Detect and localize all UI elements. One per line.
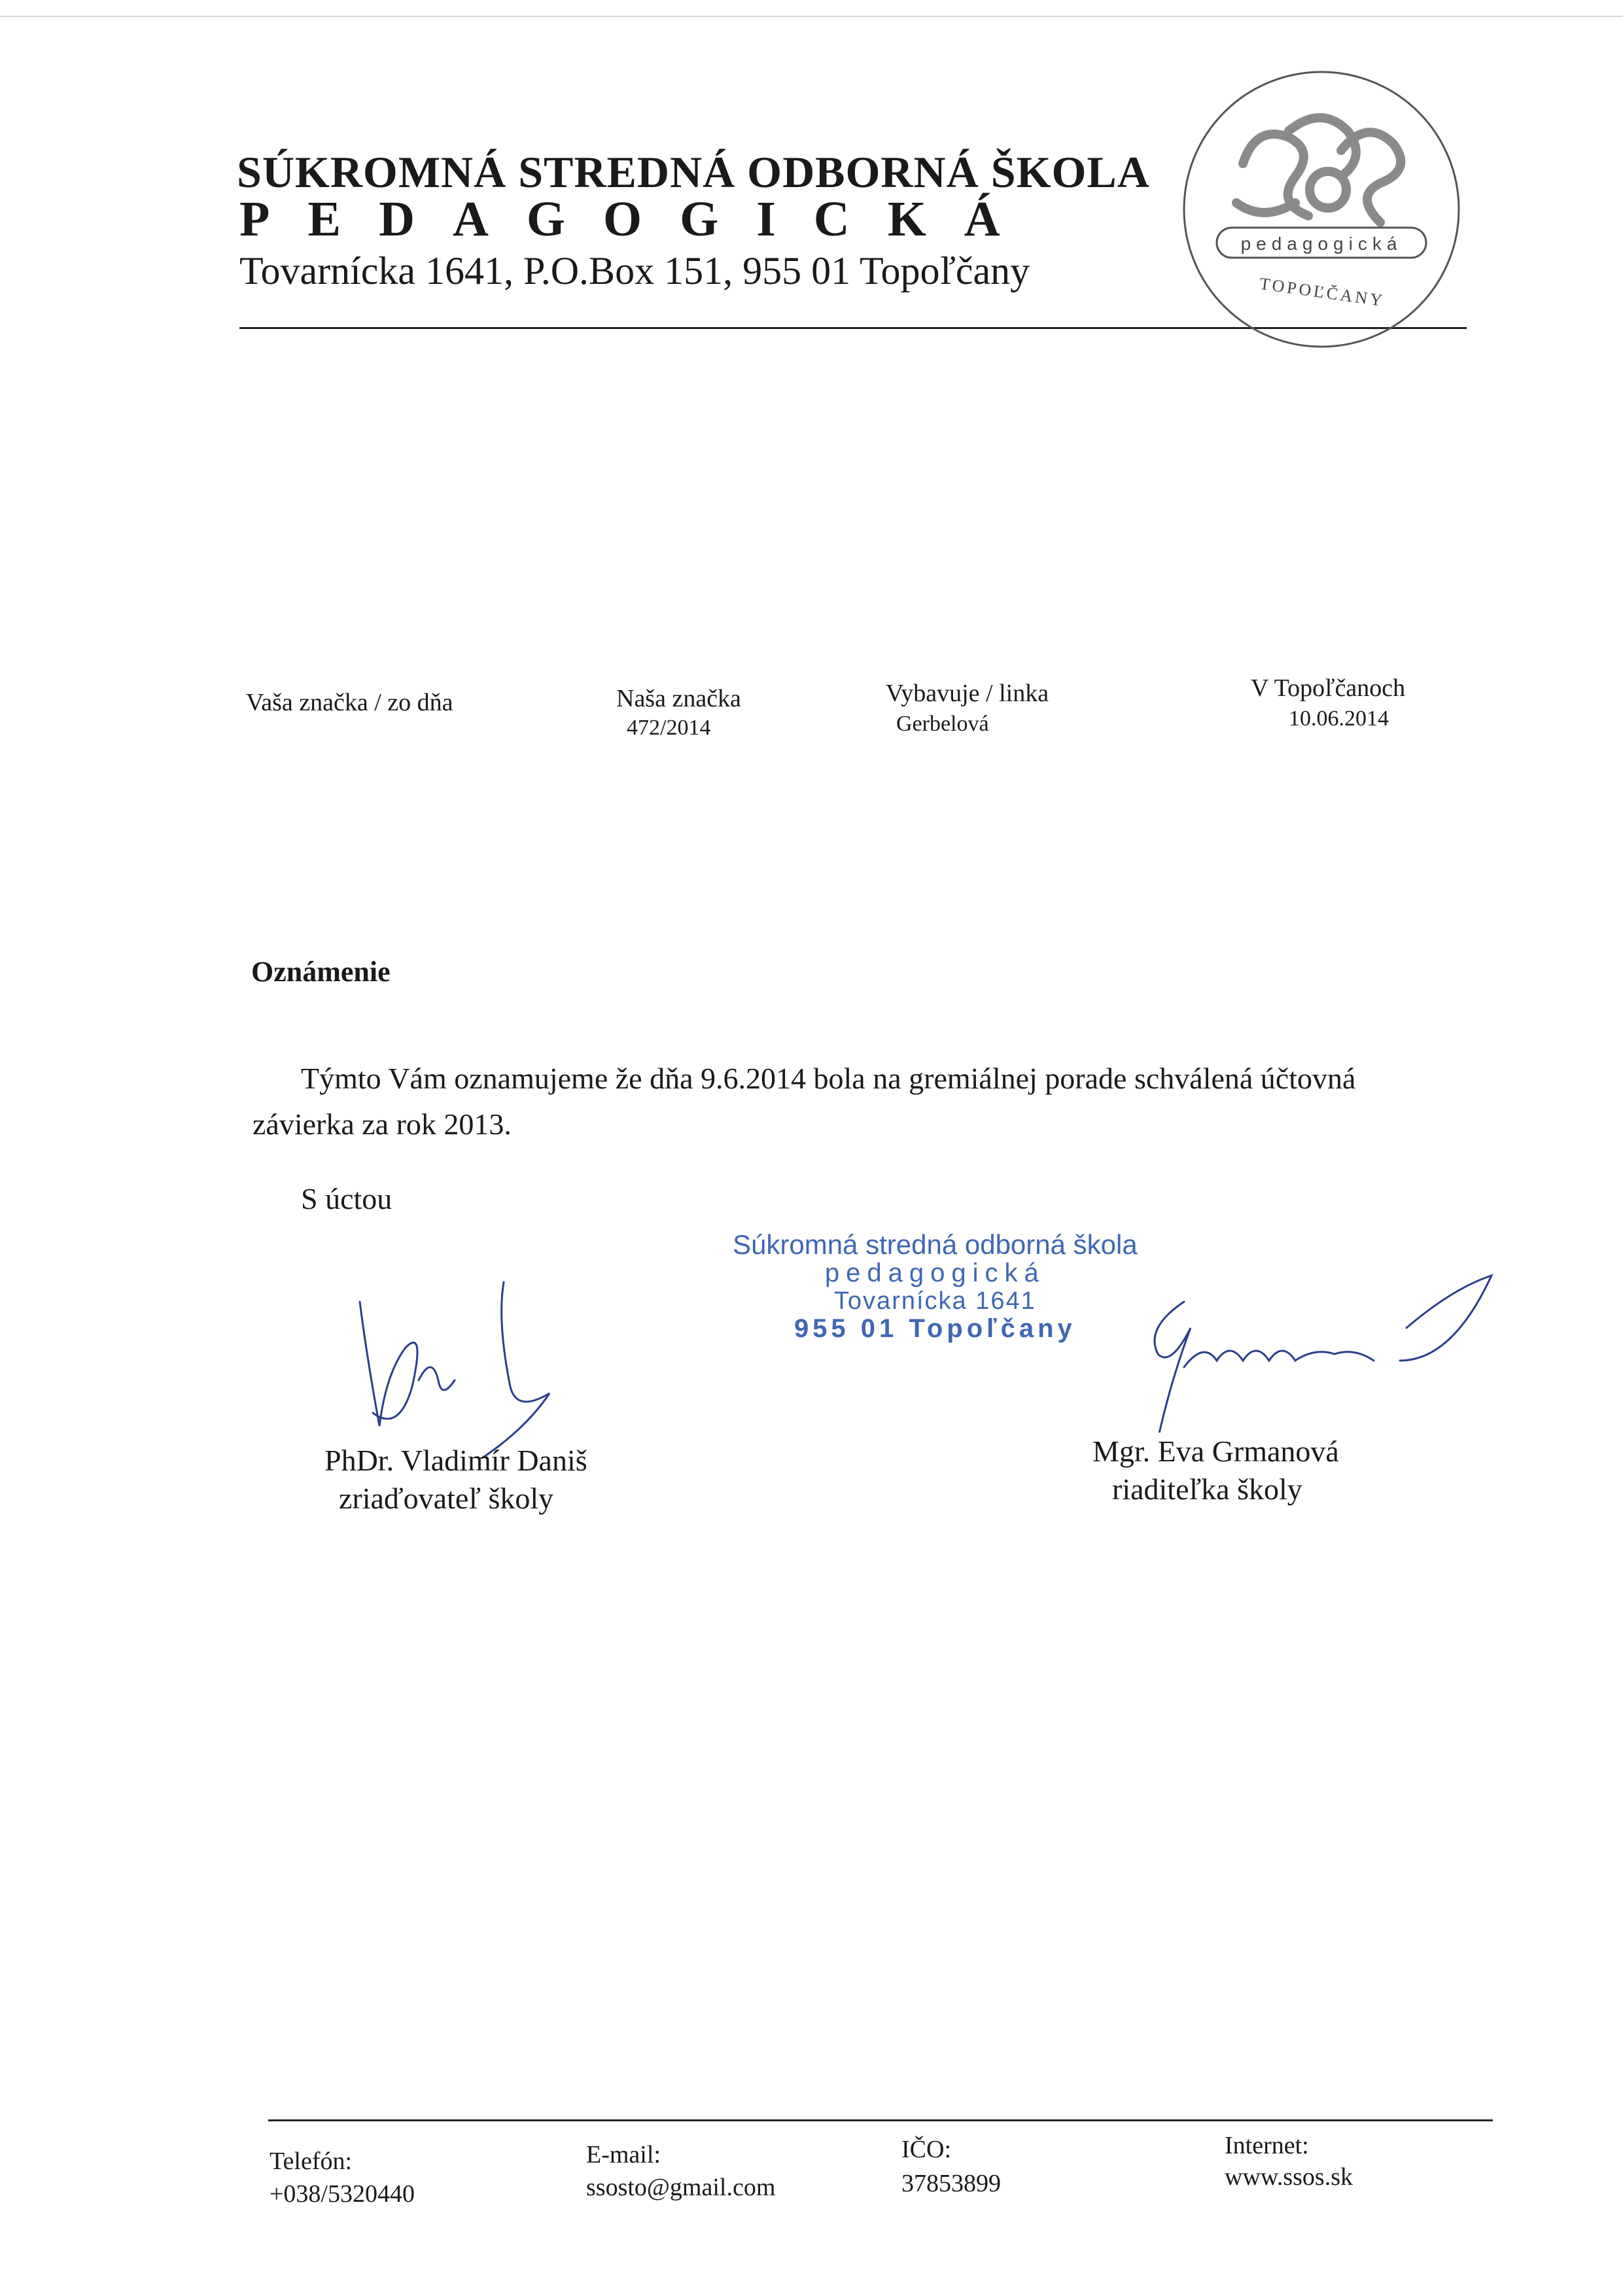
stamp-line-3: Tovarnícka 1641 (833, 1287, 1036, 1315)
footer-divider (268, 2119, 1493, 2121)
body-line-2: závierka za rok 2013. (253, 1107, 512, 1141)
body-line-1: Týmto Vám oznamujeme že dňa 9.6.2014 bola na gremiálnej porade schválená účtovná (301, 1062, 1356, 1095)
stamp-line-1: Súkromná stredná odborná škola (733, 1229, 1138, 1260)
phone-label: Telefón: (270, 2148, 353, 2175)
right-signatory-role: riaditeľka školy (1112, 1472, 1302, 1506)
web-label: Internet: (1225, 2132, 1309, 2159)
handled-by-value: Gerbelová (896, 712, 989, 736)
right-signature (1125, 1262, 1505, 1433)
school-stamp (733, 1230, 1138, 1343)
our-ref-value: 472/2014 (627, 716, 711, 740)
logo-city-text: TOPOĽČANY (1258, 273, 1386, 311)
right-signatory-name: Mgr. Eva Grmanová (1092, 1435, 1339, 1468)
letter-heading: Oznámenie (251, 956, 391, 988)
left-signatory-role: zriaďovateľ školy (339, 1482, 554, 1515)
your-ref-label: Vaša značka / zo dňa (246, 689, 453, 716)
closing-text: S úctou (301, 1182, 393, 1215)
ico-value: 37853899 (901, 2170, 1001, 2197)
page-top-edge (0, 16, 1623, 17)
school-name: SÚKROMNÁ STREDNÁ ODBORNÁ ŠKOLA (237, 147, 1150, 197)
letter-date: 10.06.2014 (1289, 706, 1389, 731)
left-signatory-name: PhDr. Vladimír Daniš (324, 1444, 587, 1477)
handled-by-label: Vybavuje / linka (886, 680, 1049, 707)
ico-label: IČO: (901, 2136, 951, 2163)
school-logo (1171, 65, 1472, 353)
web-value: www.ssos.sk (1225, 2163, 1353, 2191)
place-label: V Topoľčanoch (1251, 674, 1406, 702)
stamp-line-4: 955 01 Topoľčany (794, 1313, 1076, 1343)
school-address: Tovarnícka 1641, P.O.Box 151, 955 01 Topoľčany (239, 249, 1030, 292)
email-label: E-mail: (586, 2141, 661, 2168)
phone-value: +038/5320440 (270, 2180, 415, 2208)
school-subname: PEDAGOGICKÁ (239, 192, 1038, 247)
our-ref-label: Naša značka (616, 685, 741, 712)
email-value: ssosto@gmail.com (586, 2174, 776, 2201)
stamp-line-2: pedagogická (824, 1259, 1045, 1288)
logo-ring-text: pedagogická (1240, 234, 1403, 254)
left-signature (353, 1262, 589, 1459)
